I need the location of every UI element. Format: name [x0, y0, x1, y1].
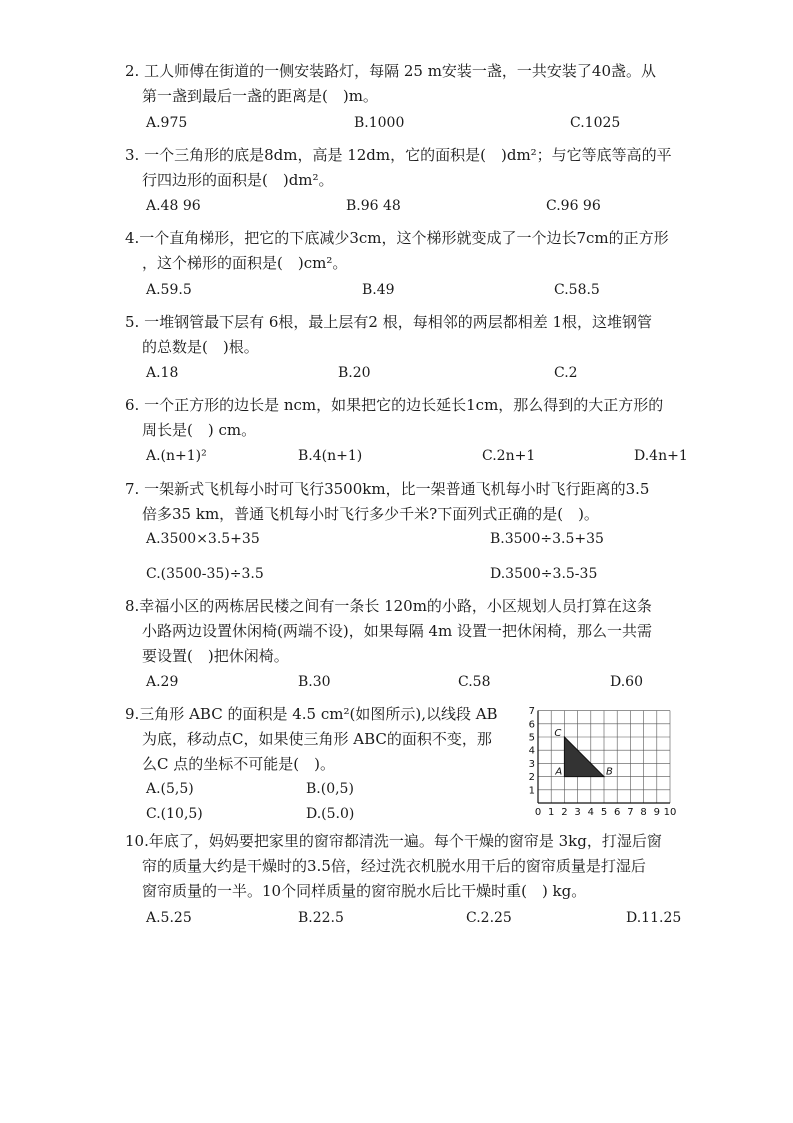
q4-option-c[interactable]: C.58.5: [554, 282, 600, 298]
q9-line-2: 为底，移动点C，如果使三角形 ABC的面积不变，那: [142, 730, 492, 748]
y-tick-label: 6: [528, 719, 535, 731]
q3-option-c[interactable]: C.96 96: [546, 198, 601, 214]
q10-line-3: 窗帘质量的一半。10个同样质量的窗帘脱水后比干燥时重( ) kg。: [142, 882, 587, 900]
q8-option-d[interactable]: D.60: [610, 674, 643, 690]
q5-option-a[interactable]: A.18: [146, 365, 179, 381]
x-tick-label: 7: [627, 807, 634, 818]
q5-line-2: 的总数是( )根。: [142, 338, 259, 356]
y-tick-label: 3: [528, 758, 535, 770]
q9-option-a[interactable]: A.(5,5): [146, 781, 194, 797]
q6-line-1: 6. 一个正方形的边长是 ncm，如果把它的边长延长1cm，那么得到的大正方形的: [125, 396, 664, 414]
q6-option-c[interactable]: C.2n+1: [482, 448, 536, 464]
q7-line-2: 倍多35 km，普通飞机每小时飞行多少千米?下面列式正确的是( )。: [142, 505, 599, 523]
coordinate-grid-figure: [528, 705, 678, 821]
q4-option-a[interactable]: A.59.5: [146, 282, 192, 298]
q6-option-b[interactable]: B.4(n+1): [298, 448, 363, 464]
q10-line-2: 帘的质量大约是干燥时的3.5倍，经过洗衣机脱水用干后的窗帘质量是打湿后: [142, 857, 646, 875]
q4-line-2: ，这个梯形的面积是( )cm²。: [142, 254, 348, 272]
x-tick-label: 9: [653, 807, 660, 818]
q10-option-d[interactable]: D.11.25: [626, 910, 682, 926]
x-tick-label: 6: [614, 807, 621, 818]
q10-option-c[interactable]: C.2.25: [466, 910, 512, 926]
q8-option-a[interactable]: A.29: [146, 674, 179, 690]
q10-option-b[interactable]: B.22.5: [298, 910, 344, 926]
q3-line-1: 3. 一个三角形的底是8dm，高是 12dm，它的面积是( )dm²；与它等底等高的平: [125, 146, 672, 164]
x-tick-label: 0: [534, 807, 542, 818]
grid-lines: [538, 711, 670, 803]
q2-line-2: 第一盏到最后一盏的距离是( )m。: [142, 87, 378, 105]
x-tick-label: 2: [561, 807, 568, 818]
q5-option-c[interactable]: C.2: [554, 365, 578, 381]
q3-option-b[interactable]: B.96 48: [346, 198, 401, 214]
q9-line-1: 9.三角形 ABC 的面积是 4.5 cm²(如图所示),以线段 AB: [125, 705, 498, 723]
q2-option-b[interactable]: B.1000: [354, 115, 405, 131]
x-tick-label: 1: [548, 807, 555, 818]
q7-line-1: 7. 一架新式飞机每小时可飞行3500km，比一架普通飞机每小时飞行距离的3.5: [125, 480, 650, 498]
q10-line-1: 10.年底了，妈妈要把家里的窗帘都清洗一遍。每个干燥的窗帘是 3kg，打湿后窗: [125, 832, 662, 850]
q7-option-a[interactable]: A.3500×3.5+35: [146, 531, 260, 547]
q3-line-2: 行四边形的面积是( )dm²。: [142, 171, 334, 189]
y-tick-label: 2: [528, 772, 535, 784]
x-tick-label: 4: [587, 807, 594, 818]
y-tick-labels: [529, 706, 535, 796]
triangle-abc: [564, 737, 604, 777]
q8-line-2: 小路两边设置休闲椅(两端不设)，如果每隔 4m 设置一把休闲椅，那么一共需: [142, 622, 653, 640]
q9-option-c[interactable]: C.(10,5): [146, 806, 203, 822]
q2-option-c[interactable]: C.1025: [570, 115, 621, 131]
q7-option-d[interactable]: D.3500÷3.5-35: [490, 566, 598, 582]
q3-option-a[interactable]: A.48 96: [146, 198, 201, 214]
q6-option-a[interactable]: A.(n+1)²: [146, 448, 207, 464]
q9-option-b[interactable]: B.(0,5): [306, 781, 354, 797]
q9-line-3: 么C 点的坐标不可能是( )。: [142, 755, 335, 773]
q2-line-1: 2. 工人师傅在街道的一侧安装路灯，每隔 25 m安装一盏，一共安装了40盏。从: [125, 62, 657, 80]
y-tick-label: 1: [528, 785, 535, 797]
x-tick-label: 5: [600, 807, 608, 818]
q5-line-1: 5. 一堆钢管最下层有 6根，最上层有2 根，每相邻的两层都相差 1根，这堆钢管: [125, 313, 653, 331]
point-c-label: C: [554, 728, 562, 739]
point-b-label: B: [606, 766, 613, 778]
y-tick-label: 5: [528, 732, 535, 744]
x-tick-label: 3: [574, 807, 581, 818]
q7-option-c[interactable]: C.(3500-35)÷3.5: [146, 566, 264, 582]
q2-option-a[interactable]: A.975: [146, 115, 188, 131]
x-tick-label: 10: [663, 807, 677, 818]
q10-option-a[interactable]: A.5.25: [146, 910, 192, 926]
q7-option-b[interactable]: B.3500÷3.5+35: [490, 531, 604, 547]
q8-option-c[interactable]: C.58: [458, 674, 491, 690]
x-tick-label: 8: [640, 807, 647, 818]
q8-line-1: 8.幸福小区的两栋居民楼之间有一条长 120m的小路，小区规划人员打算在这条: [125, 597, 652, 615]
q6-option-d[interactable]: D.4n+1: [634, 448, 688, 464]
y-tick-label: 7: [528, 706, 535, 718]
point-a-label: A: [555, 766, 563, 778]
q8-option-b[interactable]: B.30: [298, 674, 331, 690]
y-tick-label: 4: [528, 745, 535, 757]
q9-option-d[interactable]: D.(5.0): [306, 806, 355, 822]
q5-option-b[interactable]: B.20: [338, 365, 371, 381]
q4-option-b[interactable]: B.49: [362, 282, 395, 298]
q6-line-2: 周长是( ) cm。: [142, 421, 257, 439]
x-tick-labels: [535, 807, 677, 818]
q4-line-1: 4.一个直角梯形，把它的下底减少3cm，这个梯形就变成了一个边长7cm的正方形: [125, 229, 669, 247]
q8-line-3: 要设置( )把休闲椅。: [142, 647, 289, 665]
